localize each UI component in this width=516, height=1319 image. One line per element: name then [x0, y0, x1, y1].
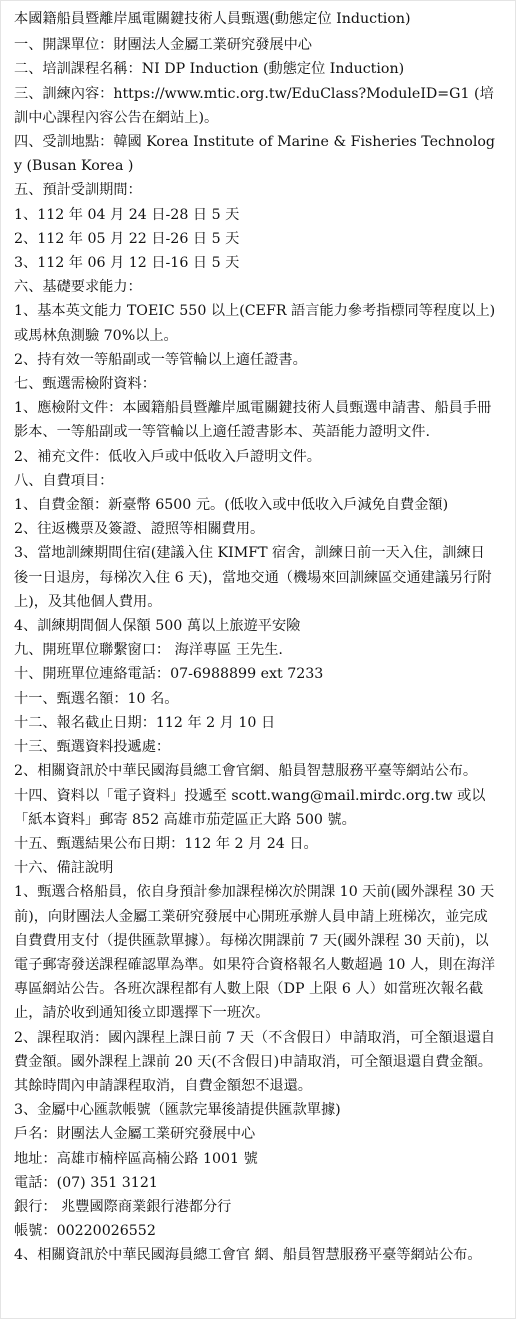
document-line: 2、112 年 05 月 22 日-26 日 5 天: [14, 230, 240, 247]
document-line: 2、課程取消：國內課程上課日前 7 天（不含假日）申請取消，可全額退還自費金額。國外課程上課前 20 天(不含假日)申請取消，可全額退還自費金額。其餘時間內申請課程取消，自費金額恕不退還。: [14, 1029, 496, 1094]
document-line: 九、開班單位聯繫窗口： 海洋專區 王先生.: [14, 642, 283, 659]
document-line: 五、預計受訓期間：: [14, 182, 142, 199]
document-line: 四、受訓地點：韓國 Korea Institute of Marine & Fisheries Technology (Busan Korea ): [14, 134, 495, 175]
document-line: 4、訓練期間個人保額 500 萬以上旅遊平安險: [14, 618, 301, 635]
document-line: 2、往返機票及簽證、證照等相關費用。: [14, 521, 265, 538]
document-line: 戶名：財團法人金屬工業研究發展中心: [14, 1126, 256, 1143]
document-line: 3、金屬中心匯款帳號（匯款完畢後請提供匯款單據): [14, 1102, 341, 1119]
document-line: 電話：(07) 351 3121: [14, 1174, 158, 1191]
document-line: 六、基礎要求能力：: [14, 279, 142, 296]
document-line: 2、持有效一等船副或一等管輪以上適任證書。: [14, 351, 307, 368]
document-line: 3、當地訓練期間住宿(建議入住 KIMFT 宿舍，訓練日前一天入住，訓練日後一日退房，每梯次入住 6 天)，當地交通（機場來回訓練區交通建議另行附上)，及其他個人費用。: [14, 545, 492, 610]
document-line: 1、基本英文能力 TOEIC 550 以上(CEFR 語言能力參考指標同等程度以上)或馬林魚測驗 70%以上。: [14, 303, 496, 344]
document-line: 十、開班單位連絡電話：07-6988899 ext 7233: [14, 666, 324, 683]
document-line: 2、補充文件：低收入戶或中低收入戶證明文件。: [14, 448, 321, 465]
document-line: 十六、備註說明: [14, 860, 114, 877]
document-line: 4、相關資訊於中華民國海員總工會官 網、船員智慧服務平臺等網站公布。: [14, 1247, 482, 1264]
document-line: 三、訓練內容：https://www.mtic.org.tw/EduClass?ModuleID=G1 (培訓中心課程內容公告在網站上)。: [14, 85, 494, 126]
document-line: 十四、資料以「電子資料」投遞至 scott.wang@mail.mirdc.org.tw 或以「紙本資料」郵寄 852 高雄市茄萣區正大路 500 號。: [14, 787, 486, 828]
document-line: 十五、甄選結果公布日期：112 年 2 月 24 日。: [14, 835, 318, 852]
document-line: 1、自費金額：新臺幣 6500 元。(低收入或中低收入戶減免自費金額): [14, 497, 449, 514]
document-line: 1、112 年 04 月 24 日-28 日 5 天: [14, 206, 240, 223]
document-line: 銀行： 兆豐國際商業銀行港都分行: [14, 1198, 232, 1215]
document-line: 2、相關資訊於中華民國海員總工會官網、船員智慧服務平臺等網站公布。: [14, 763, 478, 780]
document-line: 十三、甄選資料投遞處：: [14, 739, 171, 756]
document-line: 七、甄選需檢附資料：: [14, 376, 156, 393]
document-title: 本國籍船員暨離岸風電關鍵技術人員甄選(動態定位 Induction): [14, 11, 411, 27]
document-line: 1、應檢附文件：本國籍船員暨離岸風電關鍵技術人員甄選申請書、船員手冊影本、一等船副或一等管輪以上適任證書影本、英語能力證明文件.: [14, 400, 492, 441]
document-line: 十二、報名截止日期：112 年 2 月 10 日: [14, 714, 276, 731]
document-line: 十一、甄選名額：10 名。: [14, 690, 179, 707]
document-line: 1、甄選合格船員，依自身預計參加課程梯次於開課 10 天前(國外課程 30 天前)，向財團法人金屬工業研究發展中心開班承辦人員申請上班梯次，並完成自費費用支付（提供匯款單據）。每梯次開課前 7 天(國外課程 30 天前)，以電子郵寄發送課程確認單為準。如果符合資格報名人數超過 10 人，則在海洋專區網站公告。各班次課程都有人數上限（DP 上限 6 人）如當班次報名截止，請於收到通知後立即選擇下一班次。: [14, 884, 496, 1022]
document-body: [14, 33, 499, 1267]
document-line: 地址：高雄市楠梓區高楠公路 1001 號: [14, 1150, 258, 1167]
document-line: 帳號：00220026552: [14, 1223, 156, 1240]
document-line: 八、自費項目：: [14, 472, 114, 489]
document-line: 3、112 年 06 月 12 日-16 日 5 天: [14, 255, 240, 272]
document-line: 一、開課單位：財團法人金屬工業研究發展中心: [14, 37, 312, 54]
document-line: 二、培訓課程名稱：NI DP Induction (動態定位 Induction): [14, 61, 405, 78]
